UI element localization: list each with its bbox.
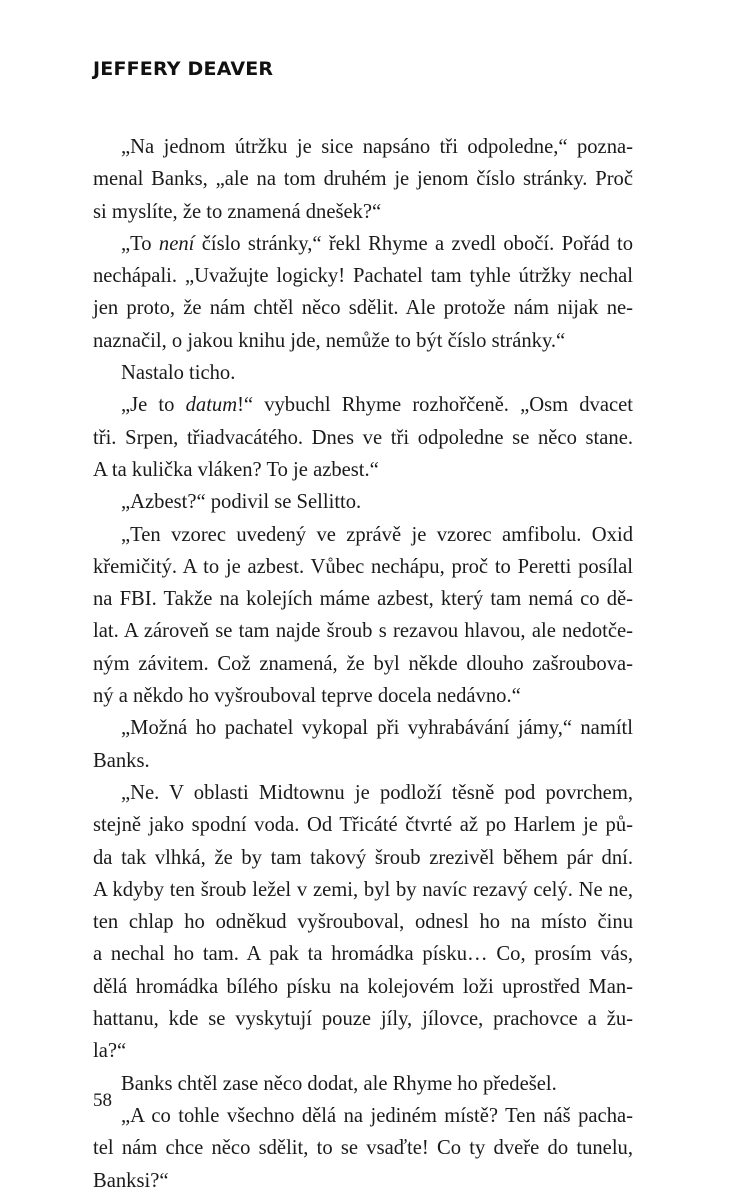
text-line [93, 389, 633, 421]
paragraph [93, 131, 633, 228]
text-line: A kdyby ten šroub ležel v zemi, byl by navíc rezavý celý. Ne ne, [93, 878, 633, 901]
paragraph [93, 519, 633, 713]
text-line [93, 228, 633, 260]
text-line: da tak vlhká, že by tam takový šroub zrezivěl během pár dní. [93, 846, 633, 869]
paragraph [93, 389, 633, 486]
text-run: „Je to [121, 394, 186, 417]
paragraph [93, 486, 633, 518]
text-line: Nastalo ticho. [121, 362, 236, 385]
text-line: jen proto, že nám chtěl něco sdělit. Ale protože nám nijak ne- [93, 297, 633, 320]
paragraph [93, 357, 633, 389]
text-line: ten chlap ho odněkud vyšrouboval, odnesl ho na místo činu [93, 911, 633, 934]
running-head-author: JEFFERY DEAVER [93, 58, 274, 80]
text-line: lat. A zároveň se tam najde šroub s rezavou hlavou, ale nedotče- [93, 620, 633, 643]
text-line: ným závitem. Což znamená, že byl někde dlouho zašroubova- [93, 652, 633, 675]
text-line: tel nám chce něco sdělit, to se vsaďte! Co ty dveře do tunelu, [93, 1137, 633, 1160]
text-line: „Na jednom útržku je sice napsáno tři odpoledne,“ pozna- [121, 136, 633, 158]
text-line: Banks. [93, 749, 150, 772]
paragraph [93, 777, 633, 1068]
text-line: menal Banks, „ale na tom druhém je jenom číslo stránky. Proč [93, 168, 633, 191]
text-line: Banks chtěl zase něco dodat, ale Rhyme ho předešel. [121, 1072, 557, 1095]
text-line: na FBI. Takže na kolejích máme azbest, který tam nemá co dě- [93, 588, 633, 611]
text-line: „Ten vzorec uvedený ve zprávě je vzorec amfibolu. Oxid [121, 523, 633, 546]
paragraph [93, 1100, 633, 1197]
text-line: „A co tohle všechno dělá na jediném místě? Ten náš pacha- [121, 1104, 633, 1127]
text-line: „Možná ho pachatel vykopal při vyhrabávání jámy,“ namítl [121, 717, 633, 740]
text-line: dělá hromádka bílého písku na kolejovém loži uprostřed Man- [93, 975, 633, 998]
text-line: „Ne. V oblasti Midtownu je podloží těsně pod povrchem, [121, 781, 633, 804]
text-line: hattanu, kde se vyskytují pouze jíly, jílovce, prachovce a žu- [93, 1008, 633, 1031]
paragraph [93, 1068, 633, 1100]
text-line: A ta kulička vláken? To je azbest.“ [93, 458, 379, 481]
text-run: číslo stránky,“ řekl Rhyme a zvedl obočí. Pořád to [194, 232, 633, 255]
text-line: křemičitý. A to je azbest. Vůbec nechápu, proč to Peretti posílal [93, 555, 633, 578]
text-run: !“ vybuchl Rhyme rozhořčeně. „Osm dvacet [237, 394, 633, 417]
paragraph [93, 712, 633, 777]
text-line: stejně jako spodní voda. Od Třicáté čtvrté až po Harlem je pů- [93, 814, 633, 837]
text-line: a nechal ho tam. A pak ta hromádka písku… Co, prosím vás, [93, 943, 633, 966]
text-line: ný a někdo ho vyšrouboval teprve docela nedávno.“ [93, 685, 521, 708]
body-text [93, 131, 633, 1197]
text-line: la?“ [93, 1040, 127, 1063]
text-run: „To [121, 232, 159, 255]
text-line: Banksi?“ [93, 1169, 169, 1192]
page-number: 58 [93, 1090, 112, 1111]
text-line: tři. Srpen, třiadvacátého. Dnes ve tři odpoledne se něco stane. [93, 426, 633, 449]
italic-word: není [158, 232, 195, 255]
text-line: nechápali. „Uvažujte logicky! Pachatel tam tyhle útržky nechal [93, 265, 633, 288]
italic-word: datum [185, 394, 238, 417]
text-line: si myslíte, že to znamená dnešek?“ [93, 200, 382, 223]
text-line: naznačil, o jakou knihu jde, nemůže to být číslo stránky.“ [93, 329, 566, 352]
text-line: „Azbest?“ podivil se Sellitto. [121, 491, 362, 514]
paragraph [93, 228, 633, 357]
